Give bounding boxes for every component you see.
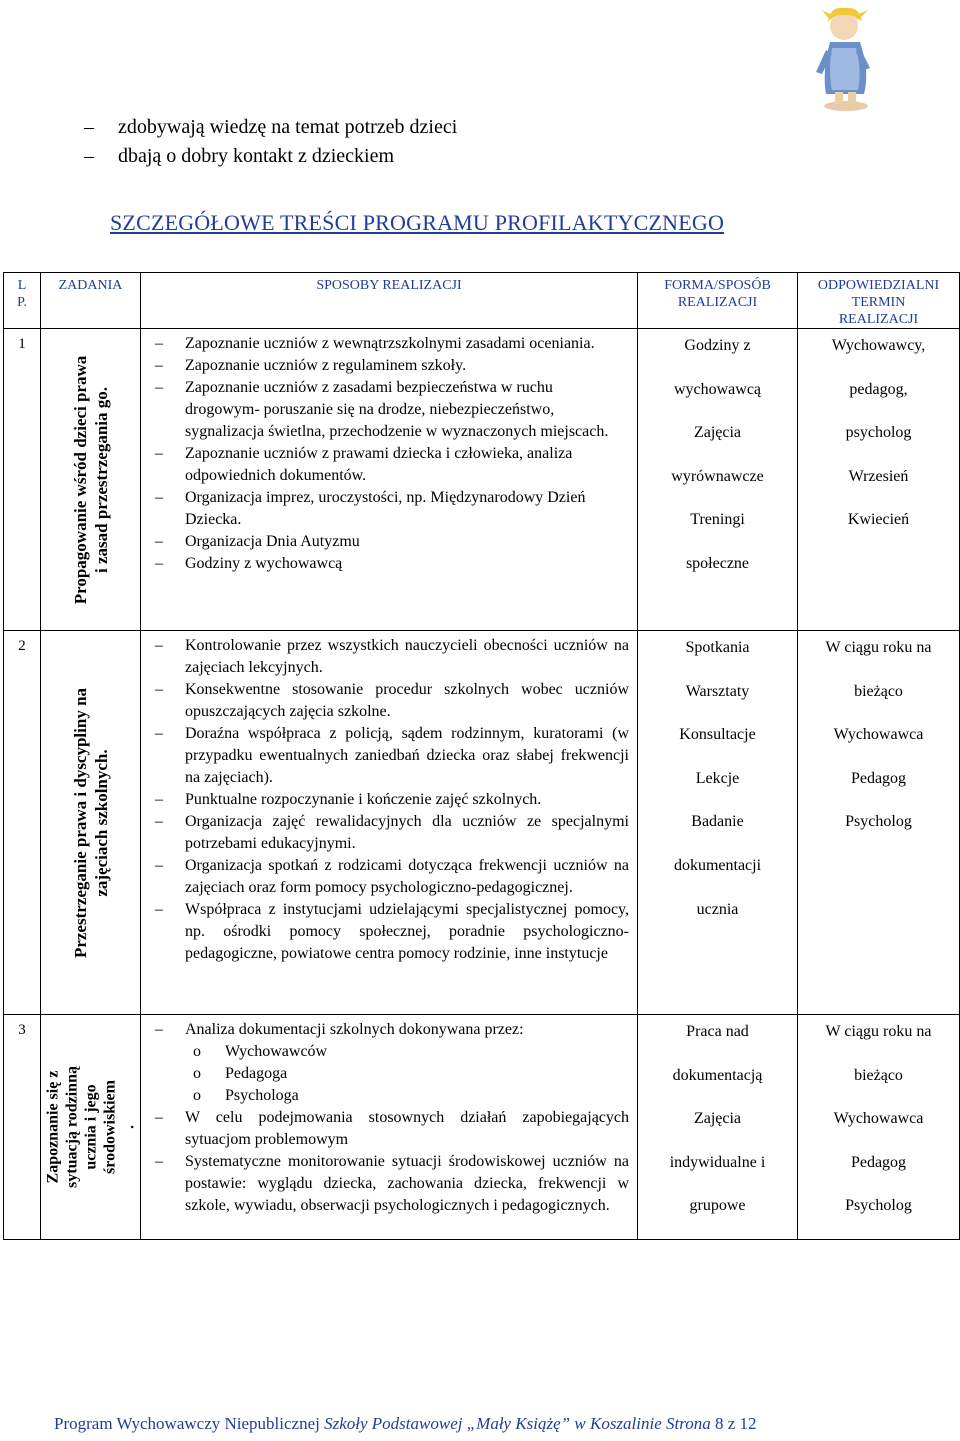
- header-resp-line: TERMIN: [851, 295, 906, 310]
- footer-school: Szkoły Podstawowej „Mały Książę” w Koszalinie: [324, 1414, 662, 1433]
- intro-item: [84, 142, 457, 171]
- task-line: środowiskiem: [101, 1080, 118, 1174]
- way-item: Systematyczne monitorowanie sytuacji środowiskowej uczniów na postawie: wyglądu dziecka, zachowania dziecka, frekwencji w szkole, wywiadu, obserwacji psychologicznych i pedagogicznych.: [185, 1153, 629, 1214]
- dash-bullet: –: [155, 533, 163, 550]
- header-tasks: ZADANIA: [41, 273, 141, 329]
- dash-bullet: –: [155, 489, 163, 506]
- resp-item: Wychowawcy,: [831, 337, 926, 354]
- task-text: [43, 1037, 138, 1217]
- task-cell: [41, 329, 141, 631]
- dash-bullet: –: [155, 1021, 163, 1038]
- row-number: 1: [4, 329, 41, 631]
- resp-item: Wychowawca: [833, 726, 924, 744]
- footer-total: 12: [739, 1414, 757, 1433]
- form-cell: [638, 329, 798, 631]
- way-item: Organizacja spotkań z rodzicami dotycząca frekwencji uczniów na zajęciach oraz form pomocy psychologiczno-pedagogicznej.: [185, 857, 629, 896]
- form-item: Konsultacje: [679, 726, 756, 744]
- task-line: i zasad przestrzegania go.: [91, 386, 111, 573]
- form-item: Praca nad: [686, 1023, 749, 1040]
- task-text: [70, 658, 112, 988]
- dash-bullet: –: [155, 813, 163, 830]
- way-item: W celu podejmowania stosownych działań zapobiegających sytuacjom problemowym: [185, 1109, 629, 1148]
- form-item: społeczne: [685, 554, 750, 572]
- sub-item: Wychowawców: [225, 1043, 328, 1060]
- form-item: Warsztaty: [685, 682, 750, 700]
- header-lp-line: P.: [17, 295, 27, 310]
- sub-item: Psychologa: [225, 1087, 299, 1104]
- resp-item: Wrzesień: [848, 467, 909, 485]
- footer-page: 8: [714, 1414, 724, 1433]
- header-lp-line: L: [17, 278, 27, 293]
- resp-item: Kwiecień: [847, 511, 910, 529]
- table-row: [4, 631, 960, 1015]
- way-item: Zapoznanie uczniów z prawami dziecka i człowieka, analiza odpowiednich dokumentów.: [185, 445, 573, 484]
- task-cell: [41, 1015, 141, 1240]
- task-line: Zapoznanie się z: [44, 1070, 61, 1184]
- form-item: Treningi: [690, 511, 745, 529]
- task-line: zajęciach szkolnych.: [91, 748, 111, 897]
- row-number: 2: [4, 631, 41, 1015]
- row-number: 3: [4, 1015, 41, 1240]
- intro-item-text: dbają o dobry kontakt z dzieckiem: [118, 145, 395, 167]
- form-item: indywidualne i: [669, 1153, 766, 1171]
- resp-item: Wychowawca: [833, 1110, 924, 1128]
- intro-item-text: zdobywają wiedzę na temat potrzeb dzieci: [118, 116, 458, 138]
- dash-bullet: –: [155, 1109, 163, 1126]
- task-line: Przestrzeganie prawa i dyscypliny na: [70, 687, 90, 958]
- way-item: Organizacja zajęć rewalidacyjnych dla uczniów ze specjalnymi potrzebami edukacyjnymi.: [185, 813, 629, 852]
- form-item: Spotkania: [685, 639, 750, 656]
- resp-item: Psycholog: [845, 1197, 912, 1215]
- intro-item: [84, 113, 457, 142]
- form-item: dokumentacji: [673, 856, 762, 874]
- circle-bullet: o: [193, 1065, 201, 1082]
- section-heading: SZCZEGÓŁOWE TREŚCI PROGRAMU PROFILAKTYCZNEGO: [110, 210, 725, 235]
- table-row: [4, 1015, 960, 1240]
- table-row: [4, 329, 960, 631]
- way-item: Godziny z wychowawcą: [185, 555, 343, 572]
- form-item: Badanie: [691, 813, 744, 831]
- form-item: Godziny z: [684, 337, 751, 354]
- resp-item: Pedagog: [850, 769, 907, 787]
- resp-item: Pedagog: [850, 1153, 907, 1171]
- header-form: [638, 273, 798, 329]
- header-resp-line: REALIZACJI: [838, 312, 919, 327]
- resp-item: Psycholog: [845, 813, 912, 831]
- circle-bullet: o: [193, 1087, 201, 1104]
- dash-bullet: –: [155, 725, 163, 742]
- task-line: ucznia i jego: [82, 1084, 99, 1170]
- dash-bullet: –: [84, 116, 94, 138]
- dash-bullet: –: [155, 379, 163, 396]
- form-item: wyrównawcze: [671, 467, 764, 485]
- page-footer: [54, 1414, 757, 1434]
- little-prince-logo-icon: [808, 2, 880, 114]
- way-item: Organizacja imprez, uroczystości, np. Międzynarodowy Dzień Dziecka.: [185, 489, 586, 528]
- header-form-line: REALIZACJI: [677, 295, 758, 310]
- dash-bullet: –: [155, 445, 163, 462]
- task-text: [70, 335, 112, 625]
- ways-cell: [141, 1015, 638, 1240]
- intro-list: [84, 113, 457, 171]
- way-item: Analiza dokumentacji szkolnych dokonywana przez:: [185, 1021, 524, 1038]
- dash-bullet: –: [155, 901, 163, 918]
- form-item: dokumentacją: [672, 1066, 763, 1084]
- ways-cell: [141, 631, 638, 1015]
- dash-bullet: –: [155, 335, 163, 352]
- resp-item: W ciągu roku na: [825, 639, 932, 656]
- footer-of: z: [723, 1414, 740, 1433]
- footer-page-label: Strona: [661, 1414, 715, 1433]
- form-item: ucznia: [696, 900, 739, 918]
- program-table: [3, 272, 960, 1240]
- resp-item: psycholog: [845, 424, 912, 442]
- way-item: Konsekwentne stosowanie procedur szkolnych wobec uczniów opuszczających zajęcia szkolne.: [185, 681, 629, 720]
- way-item: Współpraca z instytucjami udzielającymi specjalistycznej pomocy, np. ośrodki pomocy społecznej, poradnie psychologiczno-pedagogiczne, powiatowe centra pomocy rodzinie, inne instytucje: [185, 901, 629, 962]
- resp-item: bieżąco: [854, 682, 903, 700]
- way-item: Kontrolowanie przez wszystkich nauczycieli obecności uczniów na zajęciach lekcyjnych.: [185, 637, 629, 676]
- task-line: Propagowanie wśród dzieci prawa: [70, 355, 90, 604]
- form-cell: [638, 631, 798, 1015]
- way-item: Doraźna współpraca z policją, sądem rodzinnym, kuratorami (w przypadku ewentualnych zaniedbań dziecka oraz słabej frekwencji na zajęciach).: [185, 725, 629, 786]
- way-item: Punktualne rozpoczynanie i kończenie zajęć szkolnych.: [185, 791, 542, 808]
- form-item: grupowe: [689, 1197, 746, 1215]
- dash-bullet: –: [155, 1153, 163, 1170]
- task-line: sytuacją rodzinną: [63, 1066, 80, 1188]
- footer-prefix: Program Wychowawczy Niepublicznej: [54, 1414, 325, 1433]
- task-cell: [41, 631, 141, 1015]
- resp-item: W ciągu roku na: [825, 1023, 932, 1040]
- resp-item: bieżąco: [854, 1066, 903, 1084]
- dash-bullet: –: [155, 637, 163, 654]
- header-ways: SPOSOBY REALIZACJI: [141, 273, 638, 329]
- way-item: Zapoznanie uczniów z regulaminem szkoły.: [185, 357, 467, 374]
- dash-bullet: –: [84, 145, 94, 167]
- dash-bullet: –: [155, 357, 163, 374]
- resp-cell: [798, 329, 960, 631]
- form-item: Zajęcia: [693, 424, 742, 442]
- way-item: Organizacja Dnia Autyzmu: [185, 533, 360, 550]
- dash-bullet: –: [155, 857, 163, 874]
- form-item: Lekcje: [695, 769, 740, 787]
- way-item: Zapoznanie uczniów z zasadami bezpieczeństwa w ruchu drogowym- poruszanie się na drodze, niebezpieczeństwo, sygnalizacja świetlna, przechodzenie w wyznaczonych miejscach.: [185, 379, 609, 440]
- circle-bullet: o: [193, 1043, 201, 1060]
- header-lp: [4, 273, 41, 329]
- form-item: wychowawcą: [673, 380, 762, 398]
- dash-bullet: –: [155, 555, 163, 572]
- resp-item: pedagog,: [849, 380, 908, 398]
- dash-bullet: –: [155, 681, 163, 698]
- resp-cell: [798, 631, 960, 1015]
- ways-cell: [141, 329, 638, 631]
- sub-item: Pedagoga: [225, 1065, 288, 1082]
- header-resp: [798, 273, 960, 329]
- resp-cell: [798, 1015, 960, 1240]
- way-item: Zapoznanie uczniów z wewnątrzszkolnymi zasadami oceniania.: [185, 335, 595, 352]
- form-cell: [638, 1015, 798, 1240]
- header-resp-line: ODPOWIEDZIALNI: [817, 278, 940, 293]
- task-line: .: [120, 1124, 137, 1129]
- form-item: Zajęcia: [693, 1110, 742, 1128]
- header-row: [4, 273, 960, 329]
- header-form-line: FORMA/SPOSÓB: [664, 278, 771, 293]
- dash-bullet: –: [155, 791, 163, 808]
